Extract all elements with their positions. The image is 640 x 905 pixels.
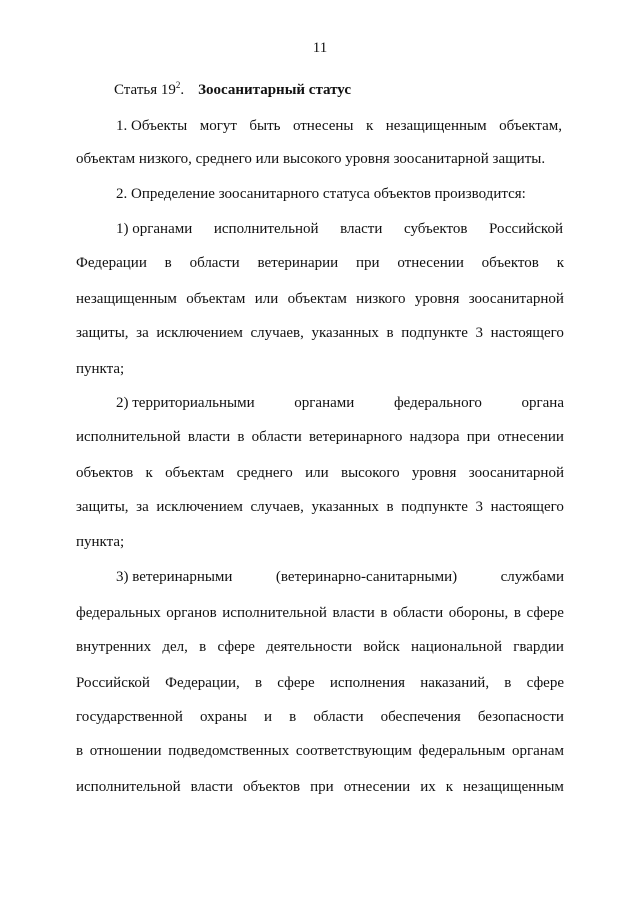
word: объектов [76,465,134,481]
word: сфере [217,639,255,655]
word: зоосанитарной [468,291,564,307]
page-number: 11 [312,40,328,56]
text-line [76,742,564,760]
article-superscript: 2 [175,80,181,90]
word: в [386,325,394,341]
text-line [76,498,564,516]
word: Российской [489,221,563,237]
word: в [254,675,263,691]
text-line [76,428,564,446]
word: защиты, [76,499,129,515]
word: 2. Определение зоосанитарного статуса объектов производится: [116,186,526,202]
word: области [251,429,302,445]
word: власти [340,221,383,237]
word: дел, [162,639,188,655]
word: подведомственных [168,743,290,759]
word: пункта; [76,361,125,377]
word: 1) органами [116,221,193,237]
word: обороны, [448,605,509,621]
text-line [116,394,564,412]
text-line [76,533,124,551]
word: в [513,605,521,621]
word: сфере [526,605,564,621]
word: в [237,429,245,445]
word: (ветеринарно-санитарными) [275,569,458,585]
word: защиты, [76,325,129,341]
word: Федерации [76,255,147,271]
word: незащищенным [76,291,177,307]
word: отнесены [292,118,354,134]
word: гвардии [513,639,564,655]
word: сфере [277,675,315,691]
word: власти [187,429,231,445]
word: незащищенным [463,779,564,795]
word: 2) территориальными [116,395,255,411]
text-line [116,117,562,135]
word: уровня [411,465,457,481]
word: отношении [89,743,162,759]
word: указанных [311,499,379,515]
word: области [393,605,444,621]
text-line [76,464,564,482]
word: при [310,779,334,795]
word: области [313,709,364,725]
word: внутренних [76,639,152,655]
article-dot: . [180,82,185,98]
word: Российской [76,675,150,691]
word: в [504,675,512,691]
word: при [466,429,491,445]
word: безопасности [477,709,564,725]
word: в [76,743,84,759]
word: в [199,639,207,655]
word: к [556,255,564,271]
word: исключением [156,325,243,341]
word: исполнения [329,675,406,691]
word: в [380,605,388,621]
word: в [164,255,172,271]
word: быть [249,118,281,134]
word: войск [363,639,400,655]
word: охраны [200,709,247,725]
word: сфере [526,675,564,691]
word: ветеринарного [308,429,403,445]
word: отнесении [497,429,564,445]
word: исполнительной [76,779,181,795]
text-line [116,185,526,203]
word: подпункте [401,499,468,515]
word: органам [511,743,564,759]
word: национальной [411,639,502,655]
word: высокого [340,465,400,481]
word: надзора [409,429,460,445]
text-line [76,708,564,726]
word: исполнительной [222,605,327,621]
word: к [145,465,153,481]
word: ветеринарии [257,255,339,271]
word: при [355,255,380,271]
word: отнесении [397,255,464,271]
word: федеральных [76,605,161,621]
text-line [76,778,564,796]
text-line [116,568,564,586]
word: обеспечения [380,709,461,725]
word: исполнительной [76,429,181,445]
text-line [76,290,564,308]
word: деятельности [266,639,353,655]
article-heading [114,80,351,99]
word: исключением [156,499,243,515]
word: объектам, [499,118,562,134]
word: федеральным [418,743,506,759]
word: власти [332,605,375,621]
word: среднего [236,465,293,481]
word: и [264,709,273,725]
word: в [289,709,297,725]
text-line [76,674,564,692]
word: государственной [76,709,183,725]
text-line [76,604,564,622]
word: области [189,255,240,271]
text-line [116,220,563,238]
word: уровня [414,291,460,307]
word: за [136,325,149,341]
text-line [76,150,545,168]
word: в [386,499,394,515]
word: наказаний, [420,675,490,691]
word: службами [500,569,564,585]
word: незащищенным [385,118,487,134]
text-line [76,254,564,272]
word: подпункте [401,325,468,341]
word: или [254,291,279,307]
word: могут [199,118,237,134]
word: указанных [311,325,379,341]
word: их [420,779,436,795]
word: исполнительной [213,221,319,237]
text-line [76,638,564,656]
word: отнесении [343,779,411,795]
text-line [76,360,124,378]
word: органами [294,395,355,411]
word: федерального [393,395,482,411]
word: случаев, [250,499,304,515]
word: субъектов [403,221,468,237]
word: объектов [242,779,301,795]
word: объектам [165,465,225,481]
article-label: Статья 19 [114,82,176,98]
word: низкого [356,291,406,307]
word: пункта; [76,534,125,550]
word: соответствующим [295,743,412,759]
word: объектам [287,291,347,307]
word: настоящего [490,325,564,341]
word: случаев, [250,325,304,341]
word: за [136,499,149,515]
word: настоящего [490,499,564,515]
word: объектов [481,255,539,271]
word: зоосанитарной [468,465,564,481]
text-line [76,324,564,342]
word: власти [190,779,233,795]
word: органа [521,395,564,411]
word: или [305,465,329,481]
article-title: Зоосанитарный статус [198,82,351,98]
word: 1. Объекты [116,118,188,134]
word: к [365,118,374,134]
word: к [445,779,454,795]
word: органов [166,605,217,621]
word: объектам низкого, среднего или высокого уровня зоосанитарной защиты. [76,151,546,167]
word: 3 [475,499,483,515]
word: Федерации, [165,675,240,691]
word: 3) ветеринарными [116,569,233,585]
word: 3 [475,325,483,341]
word: объектам [186,291,246,307]
